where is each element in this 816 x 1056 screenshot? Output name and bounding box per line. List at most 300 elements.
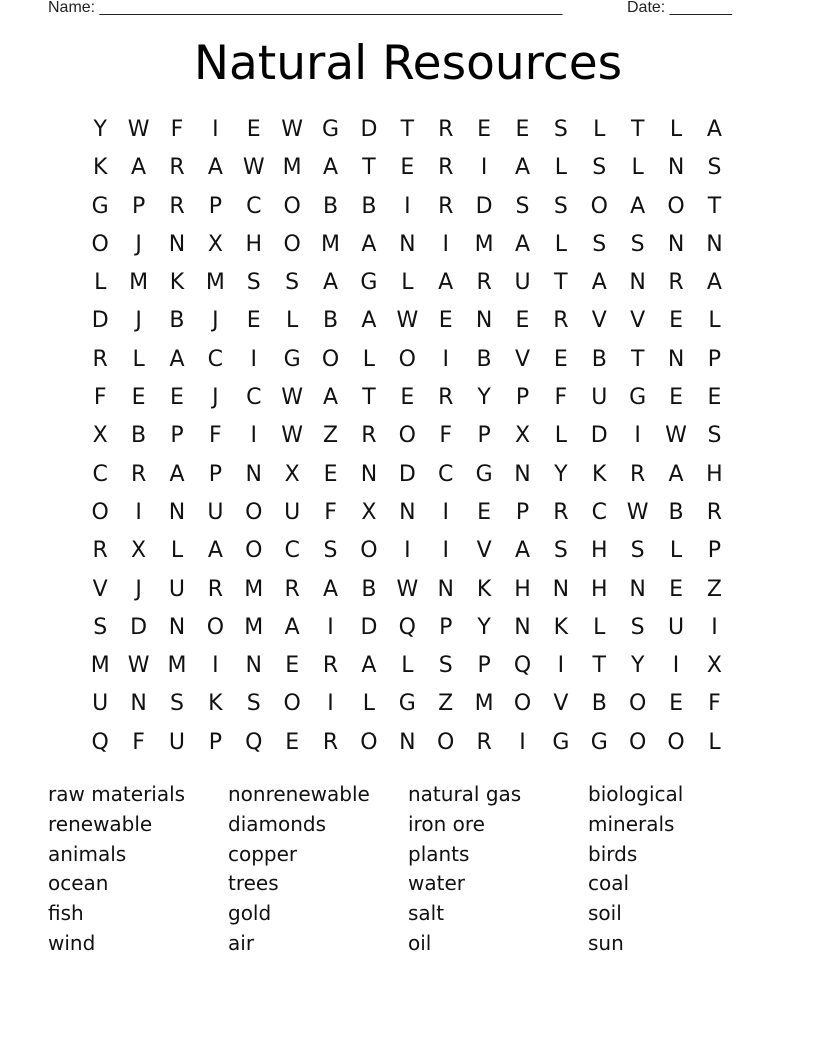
- grid-letter: N: [514, 461, 531, 487]
- word-bank-item: water: [408, 871, 465, 896]
- grid-letter: E: [400, 155, 415, 181]
- word-bank-item: minerals: [588, 811, 675, 836]
- grid-letter: Y: [477, 614, 491, 640]
- grid-letter: S: [285, 270, 300, 296]
- grid-letter: L: [593, 614, 606, 640]
- grid-letter: E: [669, 308, 683, 334]
- grid-letter: U: [591, 385, 608, 411]
- grid-letter: A: [131, 155, 147, 181]
- grid-letter: A: [361, 653, 377, 679]
- grid-letter: C: [246, 193, 262, 219]
- grid-letter: X: [131, 538, 147, 564]
- grid-letter: Y: [630, 653, 645, 679]
- grid-letter: A: [323, 270, 339, 296]
- grid-letter: O: [283, 691, 301, 717]
- grid-letter: O: [590, 193, 608, 219]
- grid-letter: B: [322, 308, 339, 334]
- grid-letter: O: [91, 499, 109, 525]
- grid-letter: T: [362, 155, 376, 181]
- grid-letter: X: [514, 423, 531, 449]
- grid-letter: R: [92, 538, 108, 564]
- grid-letter: S: [553, 538, 568, 564]
- word-bank-item: iron ore: [408, 811, 485, 836]
- grid-letter: Q: [91, 729, 109, 755]
- grid-letter: H: [514, 576, 531, 602]
- grid-letter: G: [552, 729, 570, 755]
- grid-letter: F: [439, 423, 453, 449]
- grid-letter: N: [168, 499, 186, 525]
- grid-letter: C: [284, 538, 300, 564]
- grid-letter: P: [515, 385, 530, 411]
- grid-letter: S: [438, 653, 453, 679]
- grid-letter: Z: [438, 691, 454, 717]
- grid-letter: L: [362, 691, 376, 717]
- grid-letter: T: [630, 346, 645, 372]
- grid-letter: O: [437, 729, 455, 755]
- grid-letter: E: [246, 308, 261, 334]
- grid-letter: N: [667, 155, 685, 181]
- grid-letter: A: [706, 117, 722, 142]
- grid-letter: A: [323, 576, 339, 602]
- grid-letter: G: [91, 193, 109, 219]
- grid-letter: C: [591, 499, 607, 525]
- grid-letter: L: [708, 308, 721, 334]
- grid-letter: I: [442, 346, 449, 372]
- grid-letter: T: [554, 270, 568, 296]
- word-bank-item: ocean: [48, 871, 109, 896]
- word-bank-item: raw materials: [48, 782, 186, 806]
- grid-letter: Z: [323, 423, 339, 449]
- grid-letter: W: [127, 117, 150, 142]
- grid-letter: B: [476, 346, 492, 372]
- grid-letter: J: [212, 308, 219, 334]
- word-bank-item: diamonds: [228, 811, 327, 836]
- grid-letter: Q: [513, 653, 532, 679]
- grid-letter: M: [474, 231, 494, 257]
- grid-letter: A: [323, 155, 339, 181]
- grid-letter: E: [669, 576, 683, 602]
- grid-letter: A: [668, 461, 684, 487]
- grid-letter: N: [399, 231, 416, 257]
- word-bank-item: renewable: [48, 811, 153, 836]
- grid-letter: T: [707, 193, 722, 219]
- grid-letter: O: [667, 729, 685, 755]
- grid-letter: U: [284, 499, 301, 525]
- grid-letter: S: [169, 691, 184, 717]
- grid-letter: U: [207, 499, 224, 525]
- grid-letter: T: [630, 117, 645, 142]
- grid-letter: M: [129, 270, 149, 296]
- grid-letter: O: [398, 346, 416, 372]
- grid-letter: N: [667, 231, 685, 257]
- grid-letter: W: [396, 308, 419, 334]
- grid-letter: P: [439, 614, 453, 640]
- grid-letter: U: [514, 270, 531, 296]
- grid-letter: N: [629, 270, 646, 296]
- grid-letter: W: [396, 576, 419, 602]
- grid-letter: F: [708, 691, 721, 717]
- grid-letter: A: [514, 155, 531, 181]
- grid-letter: P: [707, 346, 722, 372]
- grid-letter: R: [322, 653, 339, 679]
- word-bank-item: biological: [588, 782, 684, 806]
- grid-letter: U: [168, 576, 186, 602]
- grid-letter: K: [592, 461, 607, 487]
- grid-letter: R: [438, 193, 454, 219]
- grid-letter: R: [92, 346, 108, 372]
- grid-letter: P: [208, 729, 222, 755]
- grid-letter: N: [514, 614, 531, 640]
- grid-letter: W: [127, 653, 150, 679]
- grid-letter: S: [93, 614, 108, 640]
- grid-letter: U: [92, 691, 109, 717]
- grid-letter: P: [208, 461, 222, 487]
- grid-letter: O: [206, 614, 225, 640]
- grid-letter: P: [131, 193, 146, 219]
- grid-letter: C: [438, 461, 454, 487]
- word-bank-item: plants: [408, 841, 470, 866]
- grid-letter: L: [554, 155, 568, 181]
- grid-letter: D: [360, 614, 378, 640]
- grid-letter: O: [513, 691, 532, 717]
- grid-letter: B: [591, 691, 607, 717]
- grid-letter: Q: [245, 729, 263, 755]
- grid-letter: A: [361, 308, 377, 334]
- grid-letter: S: [553, 117, 568, 142]
- grid-letter: M: [244, 614, 264, 640]
- grid-letter: G: [283, 346, 301, 372]
- grid-letter: N: [168, 231, 186, 257]
- grid-letter: I: [327, 691, 334, 717]
- grid-letter: S: [630, 231, 645, 257]
- grid-letter: J: [135, 231, 142, 257]
- grid-letter: K: [208, 691, 223, 717]
- grid-letter: O: [91, 231, 109, 257]
- word-bank-item: trees: [228, 871, 279, 896]
- grid-letter: E: [170, 385, 184, 411]
- grid-letter: N: [399, 499, 416, 525]
- grid-letter: X: [207, 231, 223, 257]
- grid-letter: U: [168, 729, 186, 755]
- grid-letter: N: [360, 461, 378, 487]
- grid-letter: M: [282, 155, 302, 181]
- grid-letter: V: [591, 308, 607, 334]
- grid-letter: I: [442, 231, 449, 257]
- grid-letter: L: [94, 270, 107, 296]
- word-bank-item: salt: [408, 901, 445, 926]
- grid-letter: Z: [706, 576, 722, 602]
- grid-letter: I: [519, 729, 526, 755]
- grid-letter: V: [630, 308, 646, 334]
- grid-letter: Y: [477, 385, 491, 411]
- grid-letter: A: [284, 614, 300, 640]
- grid-letter: N: [552, 576, 570, 602]
- word-bank-item: gold: [228, 901, 272, 926]
- grid-letter: D: [590, 423, 608, 449]
- grid-letter: T: [400, 117, 415, 142]
- grid-letter: N: [399, 729, 416, 755]
- grid-letter: R: [438, 117, 454, 142]
- grid-letter: D: [398, 461, 416, 487]
- grid-letter: A: [169, 461, 185, 487]
- grid-letter: B: [322, 193, 339, 219]
- grid-letter: D: [360, 117, 378, 142]
- grid-letter: P: [208, 193, 222, 219]
- grid-letter: S: [246, 691, 261, 717]
- grid-letter: F: [324, 499, 337, 525]
- grid-letter: I: [135, 499, 142, 525]
- grid-letter: W: [242, 155, 265, 181]
- grid-letter: I: [672, 653, 680, 679]
- grid-letter: R: [553, 308, 569, 334]
- grid-letter: A: [514, 231, 531, 257]
- grid-letter: C: [207, 346, 224, 372]
- grid-letter: D: [475, 193, 493, 219]
- grid-letter: B: [361, 193, 377, 219]
- word-bank-item: air: [228, 930, 255, 955]
- grid-letter: H: [706, 461, 723, 487]
- grid-letter: I: [480, 155, 488, 181]
- grid-letter: H: [591, 576, 608, 602]
- grid-letter: I: [711, 614, 718, 640]
- grid-letter: X: [706, 653, 722, 679]
- grid-letter: K: [553, 614, 569, 640]
- word-bank: [48, 780, 788, 959]
- grid-letter: D: [130, 614, 148, 640]
- grid-letter: M: [90, 653, 110, 679]
- grid-letter: X: [361, 499, 377, 525]
- word-bank-item: fish: [48, 901, 84, 926]
- grid-letter: L: [669, 117, 683, 142]
- grid-letter: R: [438, 155, 454, 181]
- grid-letter: M: [474, 691, 494, 717]
- grid-letter: O: [398, 423, 416, 449]
- grid-letter: T: [362, 385, 376, 411]
- word-bank-item: sun: [588, 930, 624, 955]
- grid-letter: F: [132, 729, 145, 755]
- grid-letter: N: [130, 691, 147, 717]
- grid-letter: H: [245, 231, 263, 257]
- grid-letter: B: [131, 423, 147, 449]
- grid-letter: R: [322, 729, 339, 755]
- grid-letter: O: [283, 231, 301, 257]
- grid-letter: R: [476, 729, 492, 755]
- grid-letter: J: [135, 576, 142, 602]
- page-title: Natural Resources: [193, 36, 623, 91]
- grid-letter: I: [250, 423, 257, 449]
- grid-letter: M: [167, 653, 187, 679]
- grid-letter: W: [626, 499, 649, 525]
- grid-letter: O: [321, 346, 340, 372]
- word-bank-item: natural gas: [408, 782, 522, 806]
- grid-letter: I: [212, 653, 219, 679]
- word-bank-item: soil: [588, 901, 622, 926]
- grid-letter: A: [514, 538, 531, 564]
- grid-letter: C: [246, 385, 262, 411]
- grid-letter: L: [554, 231, 568, 257]
- grid-letter: S: [515, 193, 530, 219]
- grid-letter: S: [630, 538, 645, 564]
- grid-letter: K: [476, 576, 492, 602]
- grid-letter: B: [668, 499, 684, 525]
- grid-letter: N: [475, 308, 493, 334]
- grid-letter: E: [477, 117, 492, 142]
- grid-letter: L: [132, 346, 145, 372]
- grid-letter: M: [205, 270, 225, 296]
- grid-letter: A: [207, 538, 223, 564]
- grid-letter: S: [707, 423, 722, 449]
- grid-letter: Q: [398, 614, 416, 640]
- grid-letter: I: [634, 423, 641, 449]
- grid-letter: U: [668, 614, 685, 640]
- grid-letter: V: [476, 538, 492, 564]
- word-bank-item: copper: [228, 841, 298, 866]
- grid-letter: I: [327, 614, 334, 640]
- grid-letter: R: [130, 461, 147, 487]
- grid-letter: A: [706, 270, 722, 296]
- word-bank-item: oil: [408, 930, 432, 955]
- grid-letter: W: [281, 117, 304, 142]
- grid-letter: J: [135, 308, 142, 334]
- grid-letter: L: [554, 423, 568, 449]
- grid-letter: E: [285, 729, 300, 755]
- grid-letter: E: [285, 653, 300, 679]
- grid-letter: O: [629, 729, 647, 755]
- grid-letter: R: [476, 270, 492, 296]
- grid-letter: M: [244, 576, 264, 602]
- grid-letter: W: [281, 423, 304, 449]
- grid-letter: K: [92, 155, 108, 181]
- grid-letter: G: [398, 691, 416, 717]
- word-bank-item: animals: [48, 841, 127, 866]
- word-bank-item: coal: [588, 871, 630, 896]
- grid-letter: F: [93, 385, 107, 411]
- grid-letter: G: [360, 270, 378, 296]
- grid-letter: O: [667, 193, 685, 219]
- grid-letter: R: [630, 461, 646, 487]
- grid-letter: E: [553, 346, 568, 372]
- grid-letter: I: [250, 346, 257, 372]
- grid-letter: L: [401, 270, 414, 296]
- grid-letter: O: [360, 538, 378, 564]
- grid-letter: N: [706, 231, 723, 257]
- grid-letter: V: [553, 691, 569, 717]
- grid-letter: E: [323, 461, 338, 487]
- grid-letter: E: [246, 117, 261, 142]
- grid-letter: E: [669, 691, 683, 717]
- grid-letter: R: [668, 270, 684, 296]
- grid-letter: Y: [554, 461, 568, 487]
- grid-letter: F: [170, 117, 184, 142]
- grid-letter: W: [281, 385, 304, 411]
- grid-letter: A: [438, 270, 454, 296]
- grid-letter: B: [591, 346, 607, 372]
- grid-letter: G: [475, 461, 493, 487]
- grid-letter: A: [323, 385, 339, 411]
- grid-letter: W: [665, 423, 687, 449]
- grid-letter: N: [667, 346, 685, 372]
- grid-letter: V: [92, 576, 108, 602]
- name-field-label: Name: ____________________________________________________: [48, 0, 563, 16]
- grid-letter: L: [631, 155, 644, 181]
- grid-letter: L: [593, 117, 606, 142]
- grid-letter: N: [629, 576, 646, 602]
- grid-letter: O: [629, 691, 647, 717]
- grid-letter: L: [170, 538, 184, 564]
- grid-letter: E: [515, 308, 530, 334]
- grid-letter: L: [669, 538, 683, 564]
- grid-letter: R: [553, 499, 569, 525]
- grid-letter: O: [283, 193, 301, 219]
- grid-letter: S: [707, 155, 722, 181]
- grid-letter: F: [209, 423, 222, 449]
- date-field-label: Date: _______: [627, 0, 732, 16]
- grid-letter: L: [401, 653, 414, 679]
- grid-letter: E: [515, 117, 530, 142]
- grid-letter: B: [169, 308, 185, 334]
- grid-letter: O: [245, 499, 263, 525]
- grid-letter: S: [592, 231, 607, 257]
- grid-letter: E: [131, 385, 146, 411]
- grid-letter: N: [437, 576, 454, 602]
- grid-letter: P: [515, 499, 530, 525]
- grid-letter: I: [557, 653, 565, 679]
- grid-letter: S: [246, 270, 261, 296]
- grid-letter: R: [169, 193, 185, 219]
- grid-letter: I: [442, 538, 449, 564]
- grid-letter: D: [91, 308, 109, 334]
- grid-letter: O: [360, 729, 378, 755]
- grid-letter: Y: [93, 117, 107, 142]
- grid-letter: E: [707, 385, 722, 411]
- grid-letter: R: [284, 576, 300, 602]
- grid-letter: A: [207, 155, 223, 181]
- word-bank-item: birds: [588, 841, 638, 866]
- grid-letter: S: [323, 538, 338, 564]
- grid-letter: S: [553, 193, 568, 219]
- grid-letter: M: [321, 231, 341, 257]
- grid-letter: P: [170, 423, 184, 449]
- grid-letter: V: [514, 346, 531, 372]
- grid-letter: N: [245, 461, 262, 487]
- grid-letter: E: [400, 385, 415, 411]
- grid-letter: X: [284, 461, 300, 487]
- grid-letter: A: [630, 193, 646, 219]
- grid-letter: K: [169, 270, 185, 296]
- grid-letter: R: [361, 423, 377, 449]
- grid-letter: L: [708, 729, 721, 755]
- grid-letter: I: [404, 538, 411, 564]
- grid-letter: E: [438, 308, 453, 334]
- grid-letter: F: [554, 385, 568, 411]
- grid-letter: A: [361, 231, 377, 257]
- grid-letter: A: [591, 270, 607, 296]
- grid-letter: P: [477, 653, 491, 679]
- word-bank-item: wind: [48, 930, 96, 955]
- grid-letter: P: [477, 423, 491, 449]
- grid-letter: B: [361, 576, 377, 602]
- grid-letter: G: [322, 117, 340, 142]
- grid-letter: O: [245, 538, 263, 564]
- grid-letter: T: [592, 653, 606, 679]
- grid-letter: R: [438, 385, 454, 411]
- word-search-grid: [81, 111, 734, 762]
- grid-letter: N: [168, 614, 186, 640]
- grid-letter: R: [169, 155, 185, 181]
- grid-letter: P: [707, 538, 722, 564]
- grid-letter: X: [92, 423, 108, 449]
- grid-letter: G: [590, 729, 608, 755]
